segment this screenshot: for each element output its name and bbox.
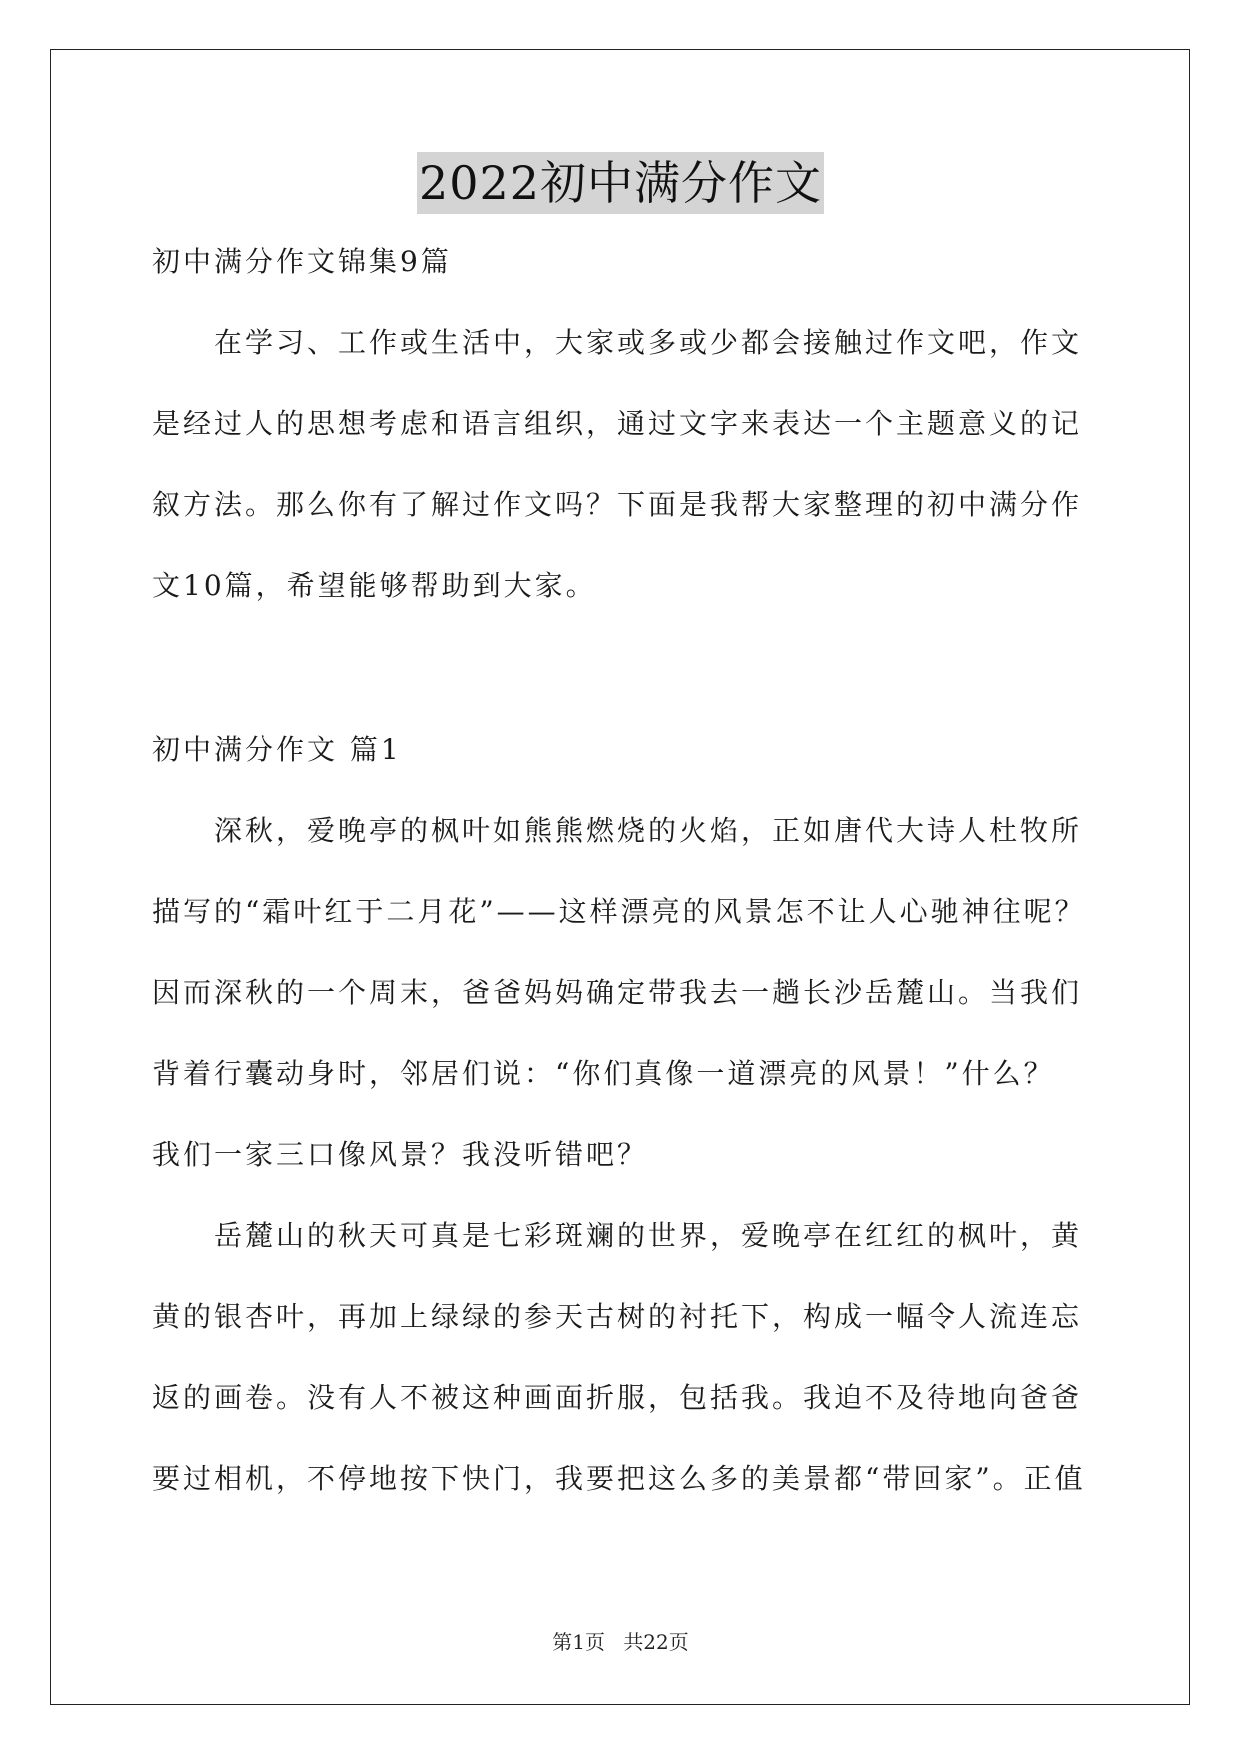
section-heading: 初中满分作文 篇1 bbox=[152, 733, 402, 766]
paragraph-line: 要过相机，不停地按下快门，我要把这么多的美景都“带回家”。正值 bbox=[152, 1462, 1086, 1495]
intro-line: 文10篇，希望能够帮助到大家。 bbox=[152, 569, 597, 602]
intro-line: 叙方法。那么你有了解过作文吗？下面是我帮大家整理的初中满分作 bbox=[152, 488, 1083, 521]
intro-line: 是经过人的思想考虑和语言组织，通过文字来表达一个主题意义的记 bbox=[152, 407, 1083, 440]
paragraph-line: 描写的“霜叶红于二月花”——这样漂亮的风景怎不让人心驰神往呢？ bbox=[152, 895, 1086, 928]
paragraph-line: 我们一家三口像风景？我没听错吧？ bbox=[152, 1138, 649, 1171]
title-container bbox=[0, 152, 1241, 214]
intro-line: 在学习、工作或生活中，大家或多或少都会接触过作文吧，作文 bbox=[214, 326, 1083, 359]
paragraph-line: 返的画卷。没有人不被这种画面折服，包括我。我迫不及待地向爸爸 bbox=[152, 1381, 1083, 1414]
essay-paragraph-1 bbox=[152, 811, 1092, 1175]
paragraph-line: 因而深秋的一个周末，爸爸妈妈确定带我去一趟长沙岳麓山。当我们 bbox=[152, 976, 1083, 1009]
paragraph-line: 深秋，爱晚亭的枫叶如熊熊燃烧的火焰，正如唐代大诗人杜牧所 bbox=[214, 814, 1083, 847]
paragraph-line: 岳麓山的秋天可真是七彩斑斓的世界，爱晚亭在红红的枫叶，黄 bbox=[214, 1219, 1083, 1252]
paragraph-line: 背着行囊动身时，邻居们说：“你们真像一道漂亮的风景！”什么？ bbox=[152, 1057, 1055, 1090]
document-subtitle: 初中满分作文锦集9篇 bbox=[152, 245, 452, 278]
essay-paragraph-2 bbox=[152, 1216, 1092, 1499]
page-number: 第1页 bbox=[552, 1630, 605, 1654]
page-footer bbox=[0, 1626, 1241, 1655]
document-title: 2022初中满分作文 bbox=[417, 152, 824, 214]
paragraph-line: 黄的银杏叶，再加上绿绿的参天古树的衬托下，构成一幅令人流连忘 bbox=[152, 1300, 1083, 1333]
page-total: 共22页 bbox=[623, 1630, 689, 1654]
document-body bbox=[152, 234, 1092, 1499]
intro-paragraph bbox=[152, 323, 1092, 606]
